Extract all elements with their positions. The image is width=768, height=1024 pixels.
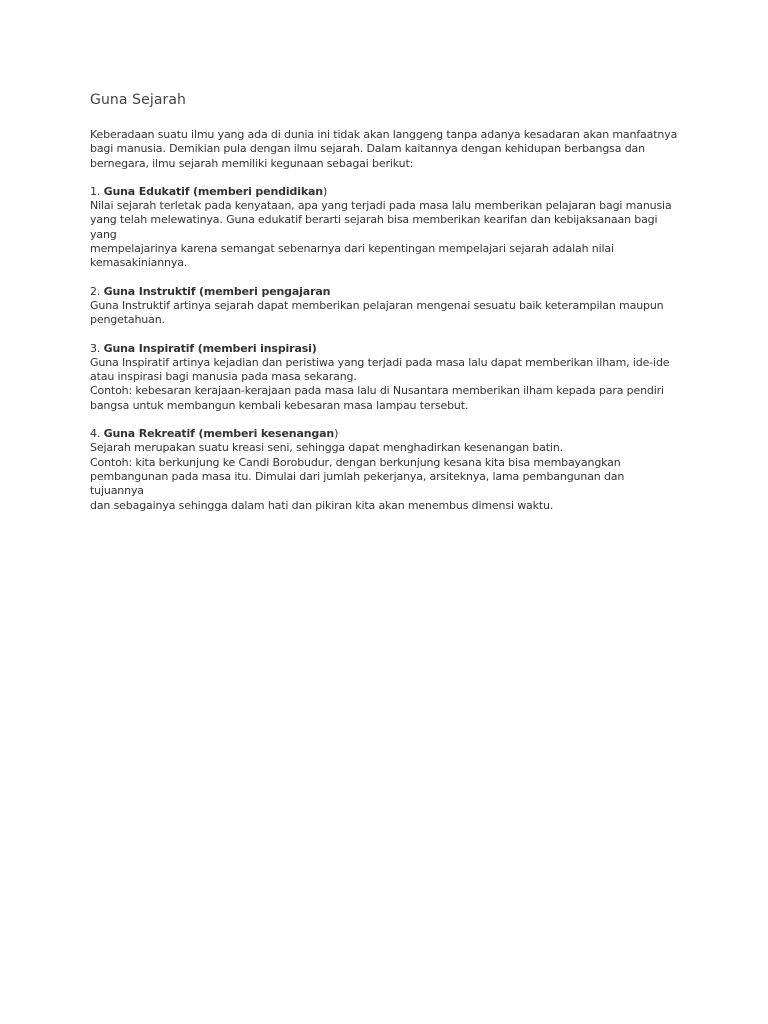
section-body <box>90 199 680 270</box>
body-line: Guna Inspiratif artinya kejadian dan peristiwa yang terjadi pada masa lalu dapat memberikan ilham, ide-ide <box>90 355 670 369</box>
section-edukatif <box>90 185 680 271</box>
intro-line: bernegara, ilmu sejarah memiliki kegunaan sebagai berikut: <box>90 156 414 170</box>
section-heading-suffix: ) <box>322 184 328 198</box>
section-rekreatif <box>90 427 680 513</box>
section-body <box>90 299 680 328</box>
body-line: pengetahuan. <box>90 313 165 327</box>
section-body <box>90 356 680 413</box>
section-heading <box>90 427 680 441</box>
section-body <box>90 441 680 512</box>
section-heading-text: Guna Instruktif (memberi pengajaran <box>103 284 331 298</box>
body-line: dan sebagainya sehingga dalam hati dan pikiran kita akan menembus dimensi waktu. <box>90 498 554 512</box>
body-line: Guna Instruktif artinya sejarah dapat memberikan pelajaran mengenai sesuatu baik keterampilan maupun <box>90 298 664 312</box>
body-line: atau inspirasi bagi manusia pada masa sekarang. <box>90 370 357 384</box>
body-line: mempelajarinya karena semangat sebenarnya dari kepentingan mempelajari sejarah adalah nilai <box>90 242 614 256</box>
section-number: 3. <box>90 341 101 355</box>
document-title: Guna Sejarah <box>90 92 187 108</box>
body-line: Contoh: kita berkunjung ke Candi Borobudur, dengan berkunjung kesana kita bisa membayangkan <box>90 455 621 469</box>
body-line: kemasakiniannya. <box>90 256 188 270</box>
intro-line: bagi manusia. Demikian pula dengan ilmu sejarah. Dalam kaitannya dengan kehidupan berbangsa dan <box>90 142 645 156</box>
document-page <box>90 92 680 527</box>
section-heading-suffix: ) <box>334 427 339 441</box>
body-line: bangsa untuk membangun kembali kebesaran masa lampau tersebut. <box>90 398 469 412</box>
body-line: pembangunan pada masa itu. Dimulai dari jumlah pekerjanya, arsiteknya, lama pembangunan dan tujuannya <box>90 469 625 498</box>
section-heading-text: Guna Rekreatif (memberi kesenangan <box>103 427 335 441</box>
intro-paragraph <box>90 128 680 171</box>
body-line: Sejarah merupakan suatu kreasi seni, sehingga dapat menghadirkan kesenangan batin. <box>90 441 563 455</box>
body-line: yang telah melewatinya. Guna edukatif berarti sejarah bisa memberikan kearifan dan kebijaksanaan bagi yang <box>90 213 658 241</box>
intro-line: Keberadaan suatu ilmu yang ada di dunia ini tidak akan langgeng tanpa adanya kesadaran akan manfaatnya <box>90 128 678 141</box>
section-heading-text: Guna Edukatif (memberi pendidikan <box>103 184 323 198</box>
section-heading <box>90 185 680 199</box>
section-heading-text: Guna Inspiratif (memberi inspirasi) <box>103 341 317 355</box>
body-line: Contoh: kebesaran kerajaan-kerajaan pada masa lalu di Nusantara memberikan ilham kepada para pendiri <box>90 384 664 398</box>
section-number: 1. <box>90 184 101 198</box>
body-line: Nilai sejarah terletak pada kenyataan, apa yang terjadi pada masa lalu memberikan pelajaran bagi manusia <box>90 199 672 213</box>
section-instruktif <box>90 285 680 328</box>
section-number: 2. <box>90 284 101 298</box>
section-heading <box>90 285 680 299</box>
section-inspiratif <box>90 342 680 413</box>
section-heading <box>90 342 680 356</box>
section-number: 4. <box>90 427 101 441</box>
